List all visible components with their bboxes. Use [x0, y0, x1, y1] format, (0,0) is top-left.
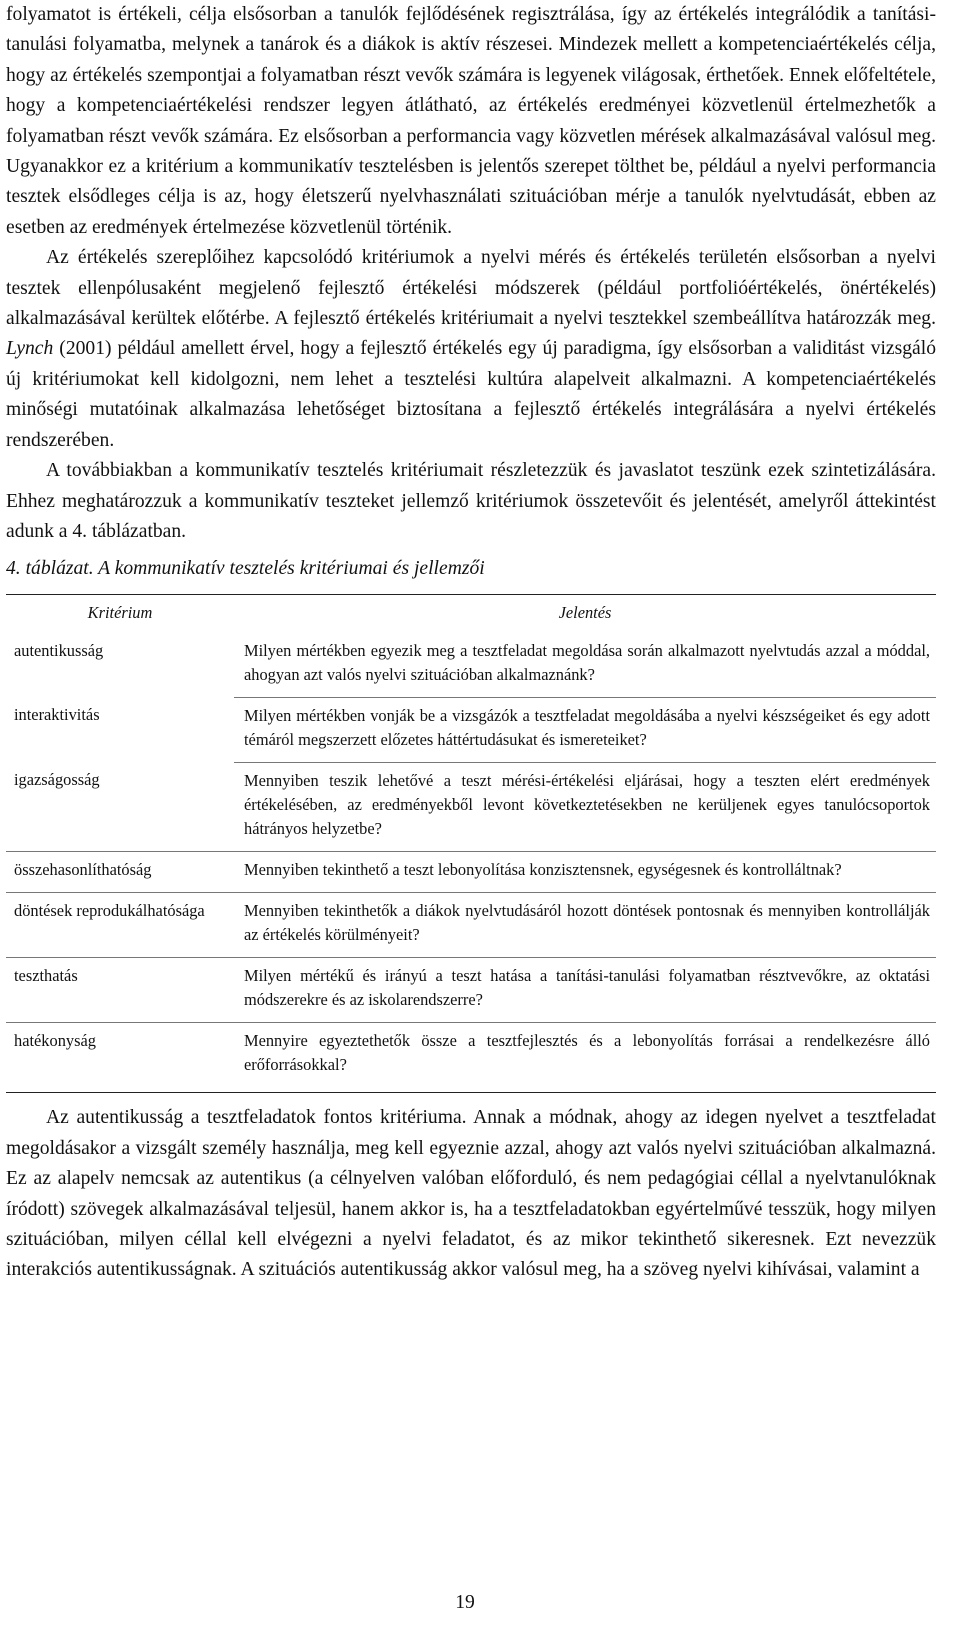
table-cell-meaning: Milyen mértékben vonják be a vizsgázók a tesztfeladat megoldásába a nyelvi készségeiket és egy adott témáról megszerzett előzetes háttértudásukat és ismereteiket? [234, 697, 936, 762]
table-cell-meaning: Milyen mértékű és irányú a teszt hatása a tanítási-tanulási folyamatban résztvevőkre, az oktatási módszerekre és az iskolarendszerre? [234, 957, 936, 1022]
table-cell-meaning: Mennyiben tekinthető a teszt lebonyolítása konzisztensnek, egységesnek és kontrolláltnak? [234, 851, 936, 892]
table-row [6, 957, 936, 1022]
table-row [6, 1022, 936, 1087]
paragraph-2-text-b: (2001) például amellett érvel, hogy a fejlesztő értékelés egy új paradigma, így elsősorban a validitást vizsgáló új kritériumokat kell kidolgozni, nem lehet a tesztelési kultúra alapelveit alkalmazni. A kompetenciaértékelés minőségi mutatóinak alkalmazása lehetőséget biztosítana a fejlesztő értékelés integrálására a nyelvi értékelés rendszerében. [6, 338, 936, 451]
paragraph-4: Az autentikusság a tesztfeladatok fontos kritériuma. Annak a módnak, ahogy az idegen nyelvet a tesztfeladat megoldásakor a vizsgált személy használja, meg kell egyeznie azzal, ahogy azt valós nyelvi szituációban alkalmazná. Ez az alapelv nemcsak az autentikus (a célnyelven valóban előforduló, és nem pedagógiai céllal a nyelvtanulóknak íródott) szövegek alkalmazásával teljesül, hanem akkor is, ha a tesztfeladatokban egyértelművé tesszük, hogy milyen szituációban, milyen céllal kell elvégezni a nyelvi feladatot, és az mikor tekinthető sikeresnek. Ezt nevezzük interakciós autentikusságnak. A szituációs autentikusság akkor valósul meg, ha a szöveg nyelvi kihívásai, valamint a [6, 1107, 936, 1281]
table-top-rule [6, 594, 936, 595]
document-page [6, 0, 936, 1286]
table-header-meaning: Jelentés [558, 603, 612, 623]
table-bottom-rule [6, 1092, 936, 1093]
table-cell-meaning: Mennyiben tekinthetők a diákok nyelvtudásáról hozott döntések pontosnak és mennyiben kontrollálják az értékelés körülményeit? [234, 892, 936, 957]
table-row [6, 697, 936, 762]
table-cell-meaning: Mennyiben teszik lehetővé a teszt mérési-értékelési eljárásai, hogy a teszten elért eredmények értékelésében, az eredményekből levont következtetésekben ne kerüljenek egyes tanulócsoportok hátrányos helyzetbe? [234, 762, 936, 851]
table-cell-criterion: teszthatás [6, 957, 234, 1022]
paragraph-3: A továbbiakban a kommunikatív tesztelés kritériumait részletezzük és javaslatot teszünk ezek szintetizálására. Ehhez meghatározzuk a kommunikatív teszteket jellemző kritériumok összetevőit és jelentését, amelyről áttekintést adunk a 4. táblázatban. [6, 460, 936, 542]
table-header-criterion: Kritérium [87, 603, 153, 623]
table-cell-criterion: hatékonyság [6, 1022, 234, 1087]
criteria-table-wrapper [6, 594, 936, 1093]
table-row [6, 762, 936, 851]
criteria-table [6, 601, 936, 1087]
table-cell-criterion: autentikusság [14, 641, 104, 661]
table-cell-criterion: interaktivitás [14, 705, 100, 725]
table-cell-meaning: Milyen mértékben egyezik meg a tesztfeladat megoldása során alkalmazott nyelvtudás azzal a móddal, ahogyan azt valós nyelvi szituációban alkalmaznánk? [244, 641, 930, 685]
table-cell-criterion: igazságosság [14, 770, 100, 790]
table-cell-criterion: döntések reprodukálhatósága [6, 892, 234, 957]
table-cell-criterion: összehasonlíthatóság [6, 851, 234, 892]
paragraph-2 [6, 243, 936, 456]
table-caption: 4. táblázat. A kommunikatív tesztelés kritériumai és jellemzői [6, 558, 485, 580]
citation-author: Lynch [6, 338, 54, 360]
paragraph-1: folyamatot is értékeli, célja elsősorban a tanulók fejlődésének regisztrálása, így az értékelés integrálódik a tanítási-tanulási folyamatba, melynek a tanárok és a diákok is aktív részesei. Mindezek mellett a kompetenciaértékelés célja, hogy az értékelés szempontjai a folyamatban részt vevők számára is legyenek világosak, érthetőek. Ennek előfeltétele, hogy a kompetenciaértékelési rendszer legyen átlátható, az értékelés eredményei közvetlenül értelmezhetők a folyamatban részt vevők számára. Ez elsősorban a performancia vagy közvetlen mérések alkalmazásával valósul meg. Ugyanakkor ez a kritérium a kommunikatív tesztelésben is jelentős szerepet tölthet be, például a nyelvi performancia tesztek elsődleges célja is az, hogy életszerű nyelvhasználati szituációban mérje a tanulók nyelvtudását, ebben az esetben az eredmények értelmezése közvetlenül történik. [6, 4, 936, 238]
table-cell-meaning: Mennyire egyeztethetők össze a tesztfejlesztés és a lebonyolítás forrásai a rendelkezésre álló erőforrásokkal? [234, 1022, 936, 1087]
table-row [6, 633, 936, 697]
table-row [6, 892, 936, 957]
page-number: 19 [455, 1592, 475, 1613]
table-header-row [6, 601, 936, 633]
table-row [6, 851, 936, 892]
paragraph-2-text-a: Az értékelés szereplőihez kapcsolódó kritériumok a nyelvi mérés és értékelés területén elsősorban a nyelvi tesztek ellenpólusaként megjelenő fejlesztő értékelési módszerek (például portfolióértékelés, önértékelés) alkalmazásával kerültek előtérbe. A fejlesztő értékelés kritériumait a nyelvi tesztekkel szembeállítva határozzák meg. [6, 247, 936, 330]
